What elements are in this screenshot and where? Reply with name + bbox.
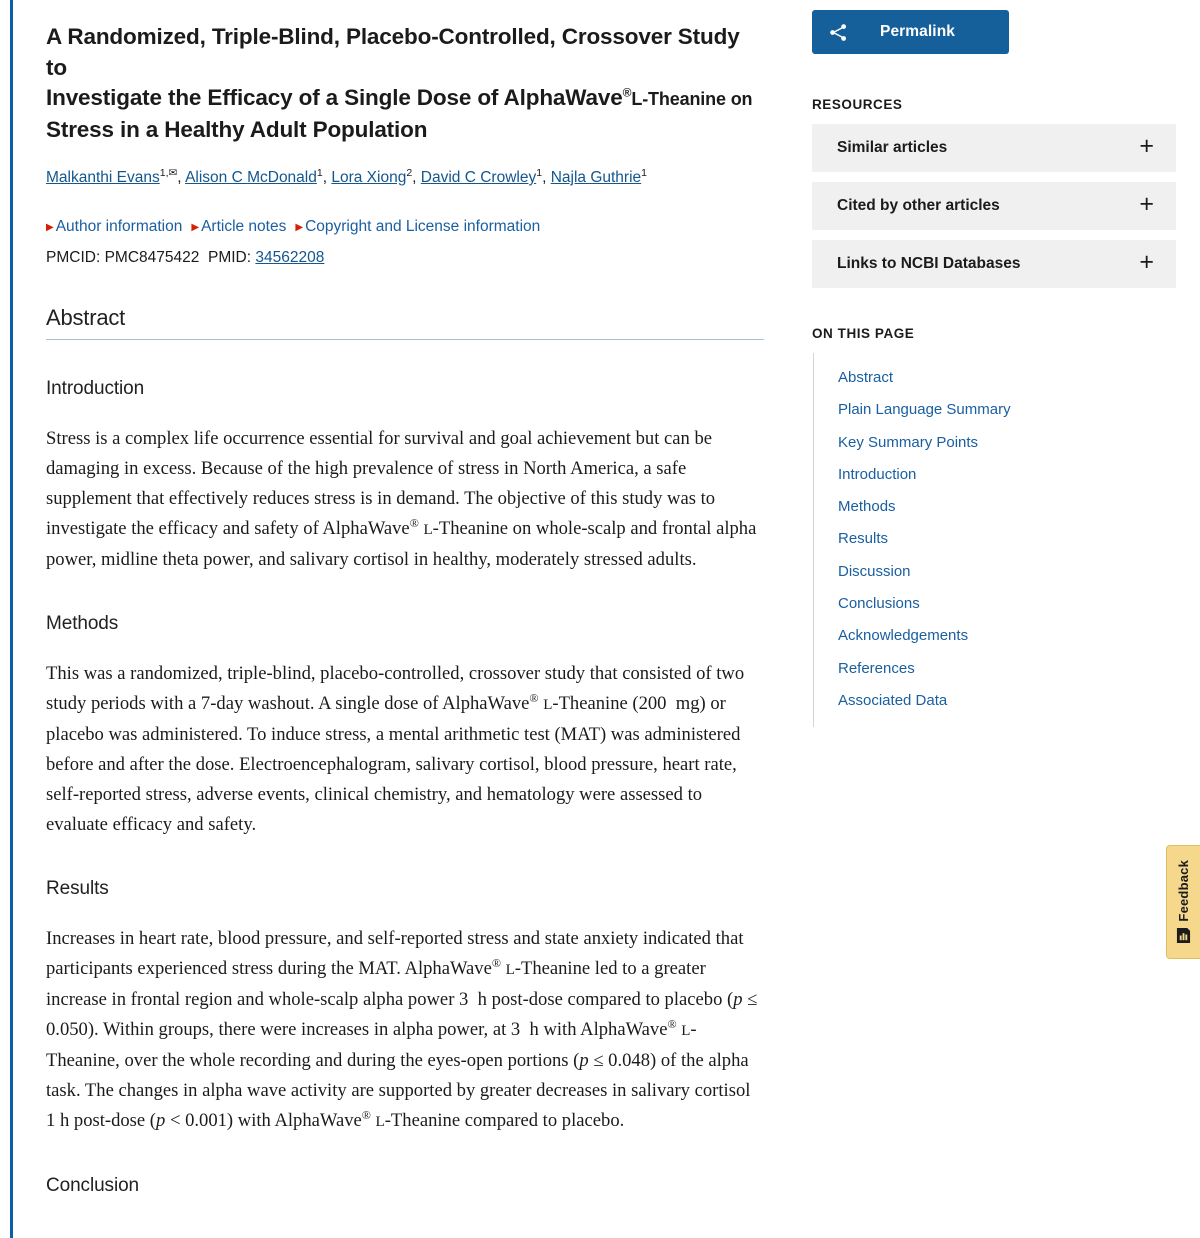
author-link-0[interactable] (46, 169, 160, 186)
article-meta-links (46, 216, 764, 240)
triangle-right-icon: ▶ (295, 222, 304, 233)
accordion-label: Links to NCBI Databases (837, 255, 1021, 272)
permalink-button[interactable] (812, 10, 1009, 54)
pmcid-label: PMCID: (46, 249, 101, 266)
author-sup-0: 1,✉ (159, 166, 178, 179)
accordion-label: Cited by other articles (837, 197, 1000, 214)
title-line-3: Stress in a Healthy Adult Population (46, 116, 428, 142)
feedback-label: Feedback (1176, 859, 1191, 922)
subsection-heading-methods: Methods (46, 613, 119, 634)
resources-heading: RESOURCES (812, 97, 903, 112)
author-name: David C Crowley (420, 169, 537, 186)
author-name: Najla Guthrie (550, 169, 642, 186)
plus-icon: + (1139, 131, 1154, 160)
paragraph-results: Increases in heart rate, blood pressure, and self-reported stress and state anxiety indicated that participants experienced stress during the MAT. AlphaWave® L-Theanine led to a greater increase in frontal region and whole-scalp alpha power 3 h post-dose compared to placebo (p ≤ 0.050). Within groups, there were increases in alpha power, at 3 h with AlphaWave® L-Theanine, over the whole recording and during the eyes-open portions (p ≤ 0.048) of the alpha task. The changes in alpha wave activity are supported by greater decreases in salivary cortisol 1 h post-dose (p < 0.001) with AlphaWave® L-Theanine compared to placebo. (46, 928, 758, 1131)
subsection-heading-conclusion: Conclusion (46, 1175, 139, 1196)
otp-item-associated-data[interactable]: Associated Data (838, 691, 948, 709)
paragraph-methods: This was a randomized, triple-blind, placebo-controlled, crossover study that consisted of two study periods with a 7-day washout. A single dose of AlphaWave® L-Theanine (200 mg) or placebo was administered. To induce stress, a mental arithmetic test (MAT) was administered before and after the dose. Electroencephalogram, salivary cortisol, blood pressure, heart rate, self-reported stress, adverse events, clinical chemistry, and hematology were assessed to evaluate efficacy and safety. (46, 663, 745, 835)
accordion-links-to-ncbi-databases[interactable] (812, 240, 1176, 288)
otp-item-conclusions[interactable]: Conclusions (838, 595, 920, 613)
pmcid-value: PMC8475422 (104, 249, 200, 266)
author-information-link[interactable] (46, 218, 182, 235)
abstract-heading: Abstract (46, 305, 764, 340)
on-this-page-heading: ON THIS PAGE (812, 326, 915, 341)
otp-item-introduction[interactable]: Introduction (838, 465, 917, 483)
triangle-right-icon: ▶ (46, 222, 54, 233)
author-link-1[interactable] (185, 169, 317, 186)
otp-item-discussion[interactable]: Discussion (838, 562, 911, 580)
page-title (46, 22, 764, 145)
author-sup-2: 2 (406, 166, 413, 179)
author-sup-3: 1 (536, 166, 543, 179)
triangle-right-icon: ▶ (191, 222, 200, 233)
permalink-label: Permalink (880, 23, 955, 40)
plus-icon: + (1139, 189, 1154, 218)
paragraph-introduction: Stress is a complex life occurrence essential for survival and goal achievement but can be damaging in excess. Because of the high prevalence of stress in North America, a safe supplement that effectively reduces stress is in demand. The objective of this study was to investigate the efficacy and safety of AlphaWave® L-Theanine on whole-scalp and frontal alpha power, midline theta power, and salivary cortisol in healthy, moderately stressed adults. (46, 428, 757, 570)
plus-icon: + (1139, 247, 1154, 276)
author-link-2[interactable] (331, 169, 406, 186)
feedback-tab[interactable] (1166, 845, 1200, 959)
title-line-1: A Randomized, Triple-Blind, Placebo-Controlled, Crossover Study to (46, 24, 740, 80)
author-list: Malkanthi Evans$^{1,✉}$, Alison C McDonald$^1$, Lora Xiong$^2$, David C Crowley$^1$, Najla Guthrie$^1$ (46, 166, 647, 186)
accordion-cited-by-other-articles[interactable] (812, 182, 1176, 230)
share-icon (829, 23, 848, 42)
bar-chart-icon (1176, 927, 1191, 944)
pmid-label: PMID: (207, 249, 252, 266)
otp-item-acknowledgements[interactable]: Acknowledgements (838, 627, 969, 645)
sidebar (800, 0, 1200, 1238)
copyright-license-link[interactable] (295, 218, 540, 235)
author-link-4[interactable] (551, 169, 641, 186)
title-line-2b: L-Theanine on (631, 89, 753, 109)
identifiers-line (46, 247, 764, 269)
otp-item-references[interactable]: References (838, 659, 915, 677)
title-line-2a: Investigate the Efficacy of a Single Dose of AlphaWave (46, 85, 623, 110)
accordion-similar-articles[interactable] (812, 124, 1176, 172)
otp-item-abstract[interactable]: Abstract (838, 369, 894, 386)
author-name: Lora Xiong (331, 169, 407, 186)
otp-item-methods[interactable]: Methods (838, 498, 896, 516)
otp-item-key-summary-points[interactable]: Key Summary Points (838, 433, 979, 451)
subsection-heading-introduction: Introduction (46, 378, 145, 399)
article-notes-link[interactable] (191, 218, 286, 235)
otp-item-plain-language-summary[interactable]: Plain Language Summary (838, 401, 1011, 419)
link-label: Article notes (201, 218, 287, 235)
registered-mark: ® (622, 85, 632, 100)
on-this-page-nav (813, 353, 1176, 727)
link-label: Author information (55, 218, 183, 235)
author-name: Malkanthi Evans (46, 169, 160, 186)
otp-item-results[interactable]: Results (838, 530, 889, 548)
author-sup-4: 1 (641, 166, 647, 179)
author-sup-1: 1 (316, 166, 323, 179)
pmid-link[interactable]: 34562208 (255, 249, 325, 266)
link-label: Copyright and License information (305, 218, 541, 235)
accordion-label: Similar articles (837, 139, 948, 156)
subsection-heading-results: Results (46, 878, 109, 899)
author-link-3[interactable] (421, 169, 536, 186)
author-name: Alison C McDonald (185, 169, 317, 186)
